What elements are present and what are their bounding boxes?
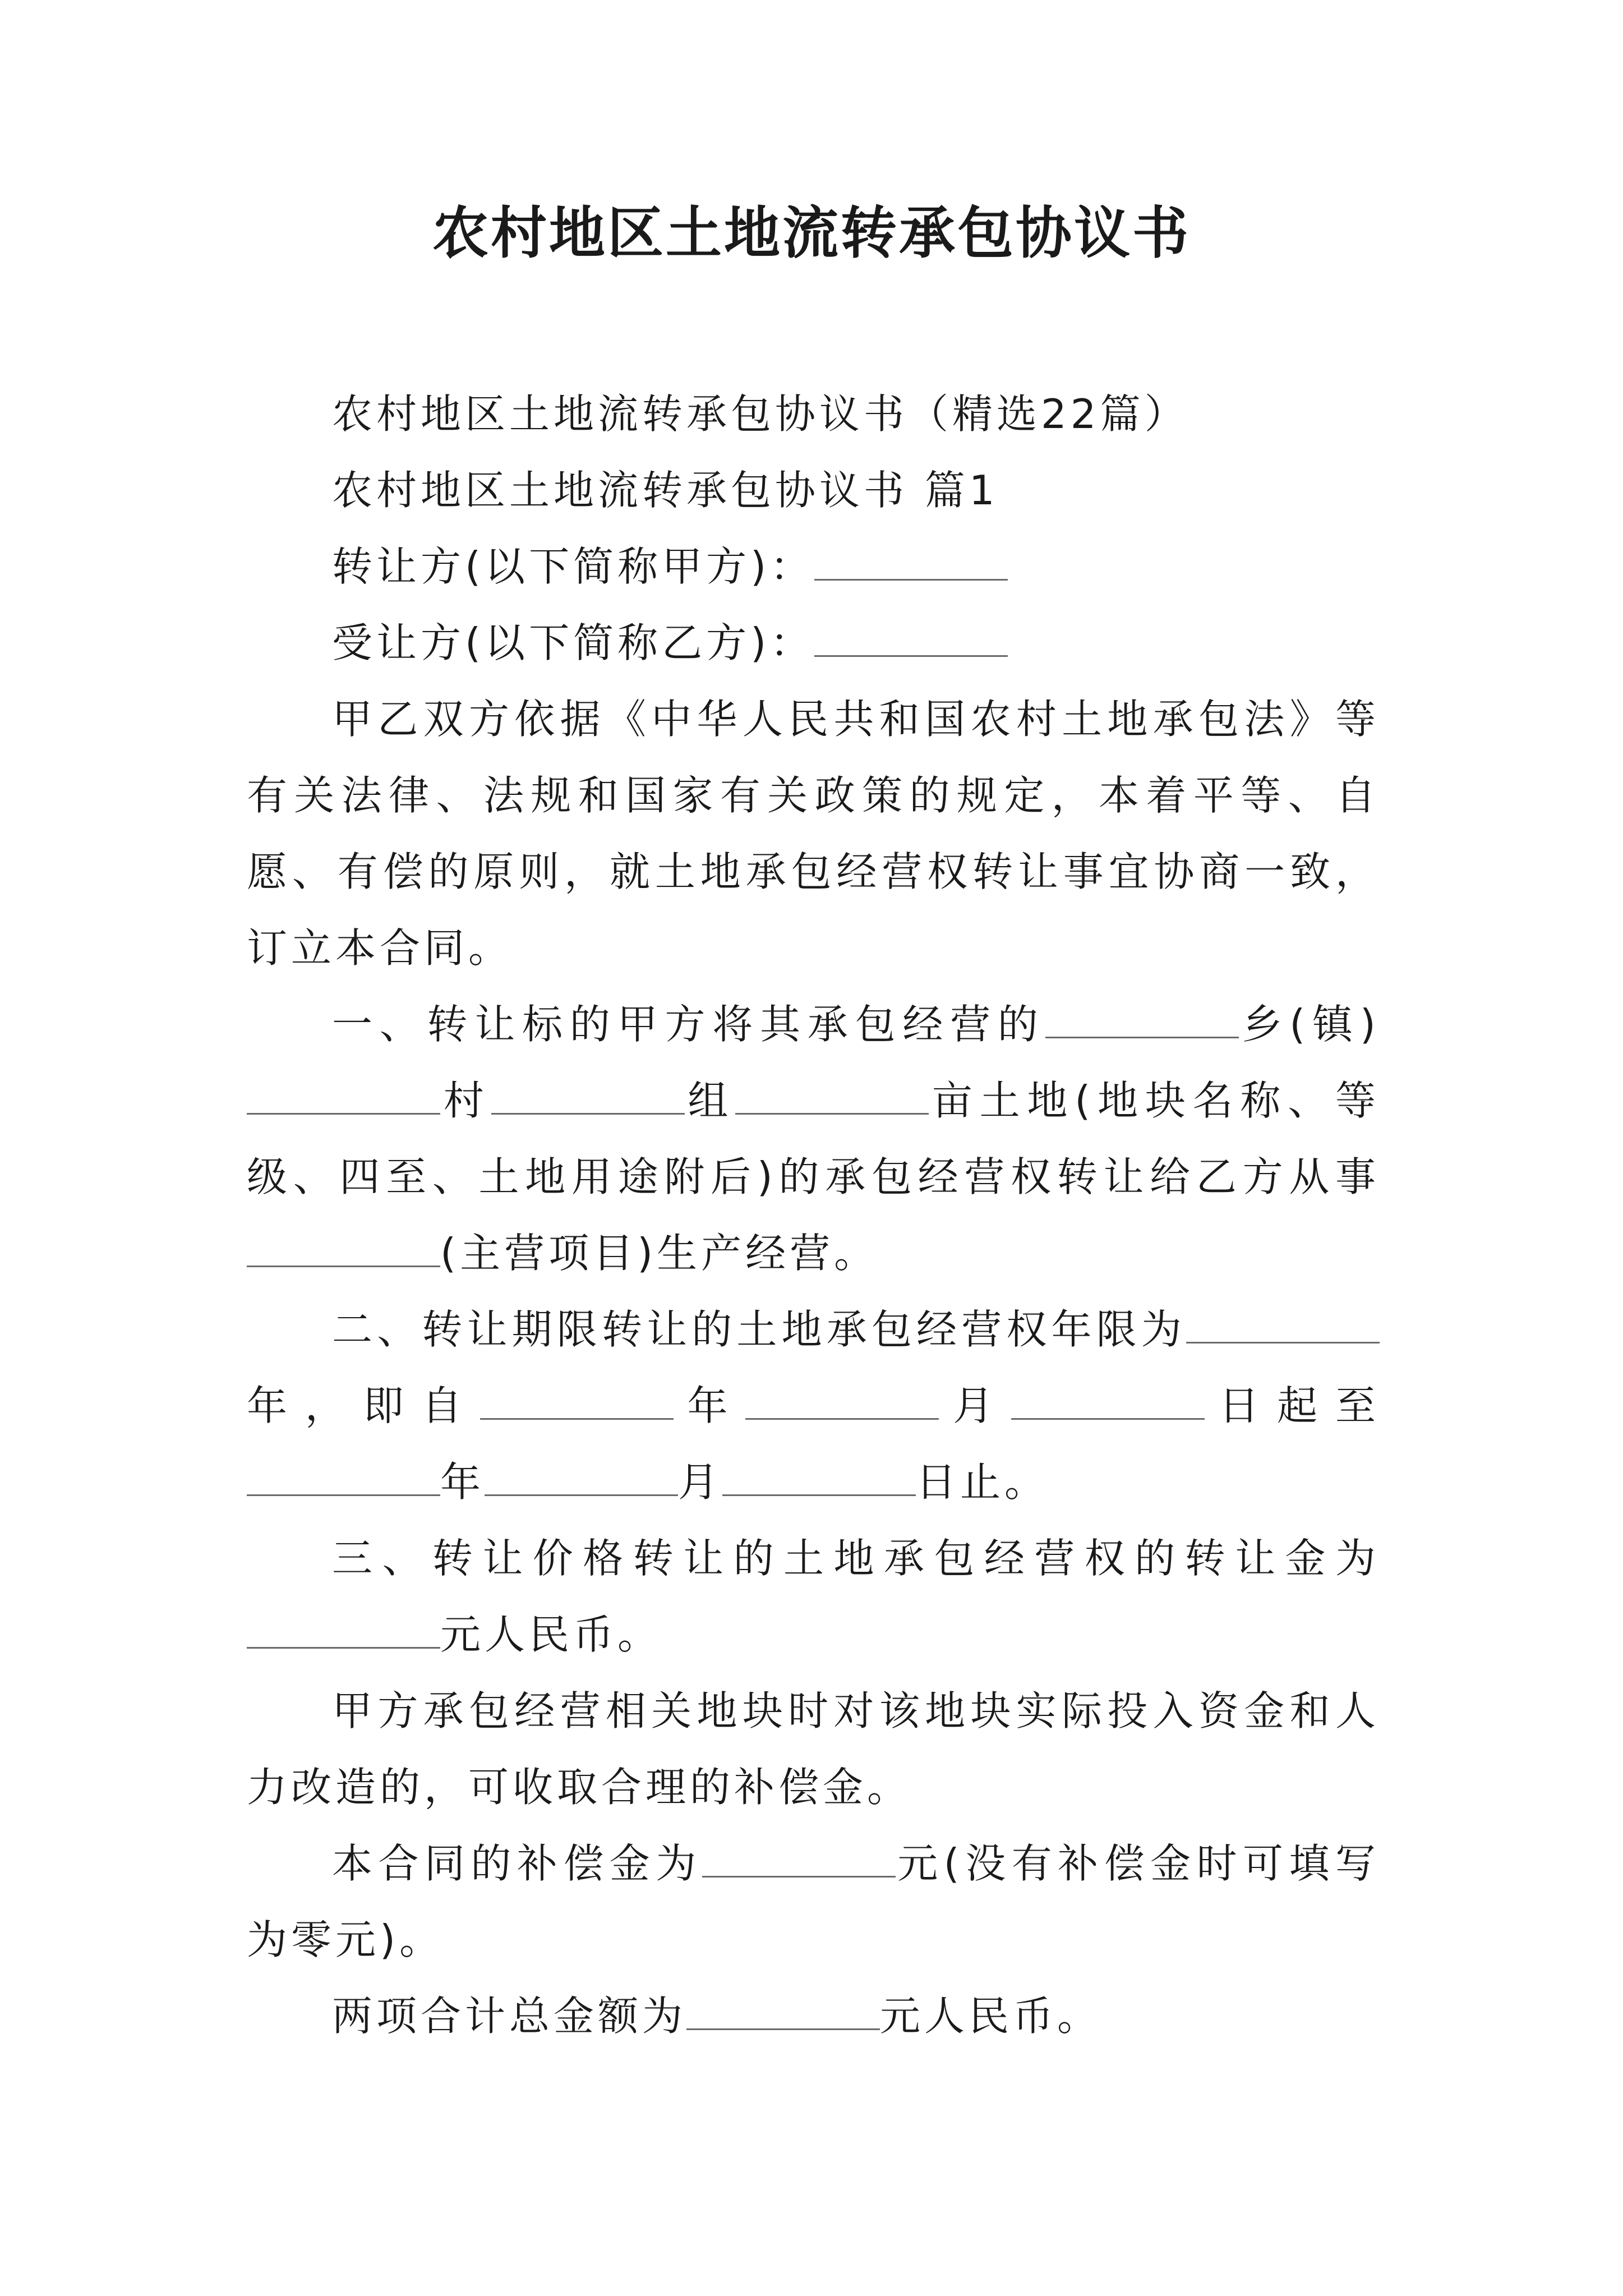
end-month-blank [485, 1463, 678, 1496]
area-blank [735, 1082, 929, 1115]
total-text-2: 元人民币。 [880, 1993, 1102, 2040]
compensation-blank [702, 1844, 896, 1878]
clause-3-paragraph [247, 1520, 1380, 1673]
clause-2-text-2: 年，即自 [247, 1382, 480, 1429]
party-a-line [247, 528, 1380, 605]
total-text-1: 两项合计总金额为 [332, 1993, 687, 2040]
start-year-blank [480, 1387, 674, 1420]
group-blank [491, 1082, 685, 1115]
clause-2-text-6: 年 [440, 1458, 485, 1506]
project-blank [247, 1234, 440, 1267]
clause-2-text-1: 二、转让期限转让的土地承包经营权年限为 [332, 1306, 1186, 1353]
clause-2-text-7: 月 [678, 1458, 723, 1506]
clause-2-text-3: 年 [673, 1382, 746, 1429]
clause-1-text-2: 乡(镇) [1238, 1001, 1380, 1048]
party-a-label: 转让方(以下简称甲方)： [332, 543, 815, 590]
transfer-fee-blank [247, 1616, 440, 1649]
total-amount-blank [686, 1997, 880, 2030]
subtitle: 农村地区土地流转承包协议书（精选22篇） [332, 390, 1189, 438]
preamble-paragraph: 甲乙双方依据《中华人民共和国农村土地承包法》等有关法律、法规和国家有关政策的规定，本着平等、自愿、有偿的原则，就土地承包经营权转让事宜协商一致，订立本合同。 [247, 696, 1380, 972]
clause-2-paragraph [247, 1291, 1380, 1520]
document-body [247, 376, 1380, 2054]
party-b-label: 受让方(以下简称乙方)： [332, 619, 815, 666]
section-heading: 农村地区土地流转承包协议书 篇1 [332, 467, 999, 514]
clause-3-text-2: 元人民币。 [440, 1611, 662, 1658]
party-b-blank [814, 624, 1008, 657]
start-day-blank [1011, 1387, 1205, 1420]
clause-2-text-8: 日止。 [916, 1458, 1049, 1506]
township-blank [1045, 1005, 1239, 1038]
clause-3-text-1: 三、转让价格转让的土地承包经营权的转让金为 [332, 1535, 1380, 1582]
clause-2-text-5: 日起至 [1205, 1382, 1380, 1429]
start-month-blank [745, 1387, 939, 1420]
clause-2-text-4: 月 [939, 1382, 1012, 1429]
clause-1-paragraph [247, 986, 1380, 1291]
village-blank [247, 1082, 440, 1115]
clause-1-text-4: 组 [684, 1077, 736, 1124]
compensation-text-1: 本合同的补偿金为 [332, 1840, 702, 1887]
party-b-line [247, 605, 1380, 681]
document-title: 农村地区土地流转承包协议书 [432, 200, 1191, 266]
total-paragraph [247, 1978, 1380, 2054]
party-a-blank [814, 547, 1008, 581]
compensation-paragraph [247, 1825, 1380, 1978]
clause-1-text-3: 村 [440, 1077, 491, 1124]
end-year-blank [247, 1463, 440, 1496]
clause-1-text-1: 一、转让标的甲方将其承包经营的 [332, 1001, 1045, 1048]
compensation-note-paragraph: 甲方承包经营相关地块时对该地块实际投入资金和人力改造的，可收取合理的补偿金。 [247, 1687, 1380, 1811]
clause-1-text-5: 亩土地(地块名称、等级、四至、土地用途附后)的承包经营权转让给乙方从事 [247, 1077, 1380, 1200]
compensation-text-2: 元(没有补偿金时可填写为零元)。 [247, 1840, 1380, 1963]
term-years-blank [1186, 1310, 1380, 1343]
end-day-blank [722, 1463, 916, 1496]
clause-1-text-6: (主营项目)生产经营。 [440, 1230, 879, 1277]
